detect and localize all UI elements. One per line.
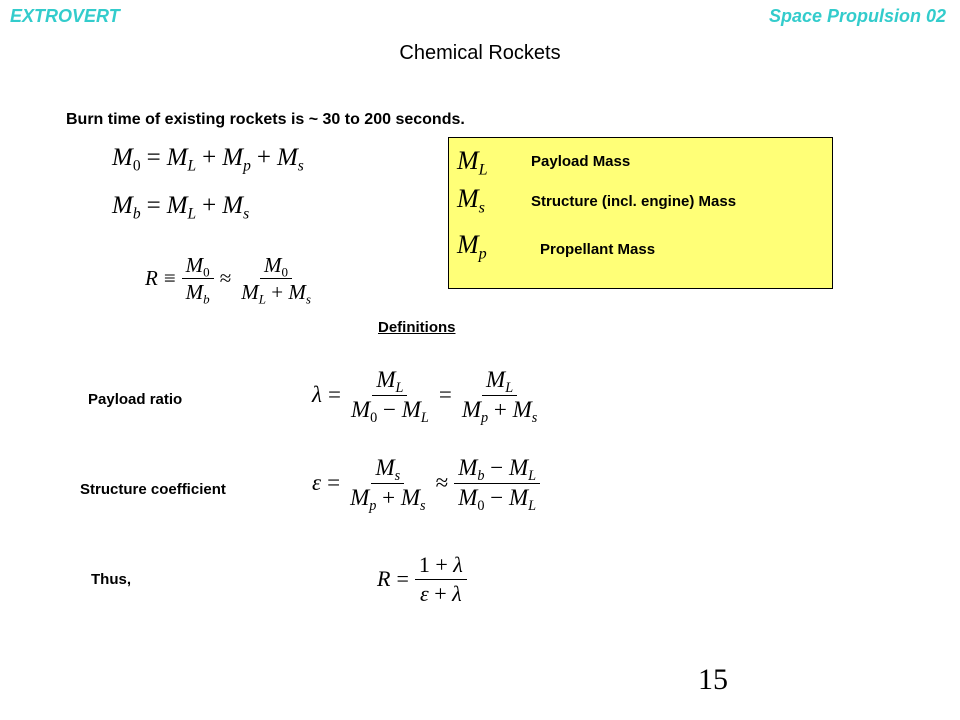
equation-payload-ratio: λ = $\frac{M_L}{M_0 - M_L}$ = $\frac{M_L}{M_p + M_s}$ xyxy=(312,367,538,426)
symbol-structure-mass: $M_s$ xyxy=(457,184,485,217)
equation-mass-ratio: R ≡ $\frac{M_0}{M_b}$ ≈ $\frac{M_0}{M_L + M_s}$ xyxy=(145,253,311,307)
mass-legend-box xyxy=(448,137,833,289)
legend-payload-mass: Payload Mass xyxy=(531,153,631,170)
structure-coefficient-label: Structure coefficient xyxy=(80,481,226,498)
symbol-payload-mass: $M_L$ xyxy=(457,146,488,179)
definitions-heading: Definitions xyxy=(378,319,456,336)
equation-burnout-mass: $M_b = M_L + M_s$ xyxy=(112,192,250,223)
intro-text: Burn time of existing rockets is ~ 30 to 200 seconds. xyxy=(66,111,465,128)
symbol-propellant-mass: $M_p$ xyxy=(457,230,487,263)
page-number: 15 xyxy=(698,663,728,696)
legend-structure-mass: Structure (incl. engine) Mass xyxy=(531,193,737,210)
equation-mass-ratio-result: R = $\frac{1 + \lambda}{\varepsilon + \lambda}$ xyxy=(377,551,467,607)
thus-label: Thus, xyxy=(91,571,131,588)
payload-ratio-label: Payload ratio xyxy=(88,391,183,408)
header-left-title: EXTROVERT xyxy=(10,6,120,26)
slide-title: Chemical Rockets xyxy=(399,42,561,64)
legend-propellant-mass: Propellant Mass xyxy=(540,241,656,258)
equation-structure-coefficient: ε = $\frac{M_s}{M_p + M_s}$ ≈ $\frac{M_b - M_L}{M_0 - M_L}$ xyxy=(312,454,540,513)
equation-initial-mass: $M_0 = M_L + M_p + M_s$ xyxy=(112,144,304,175)
header-right-title: Space Propulsion 02 xyxy=(768,6,946,26)
